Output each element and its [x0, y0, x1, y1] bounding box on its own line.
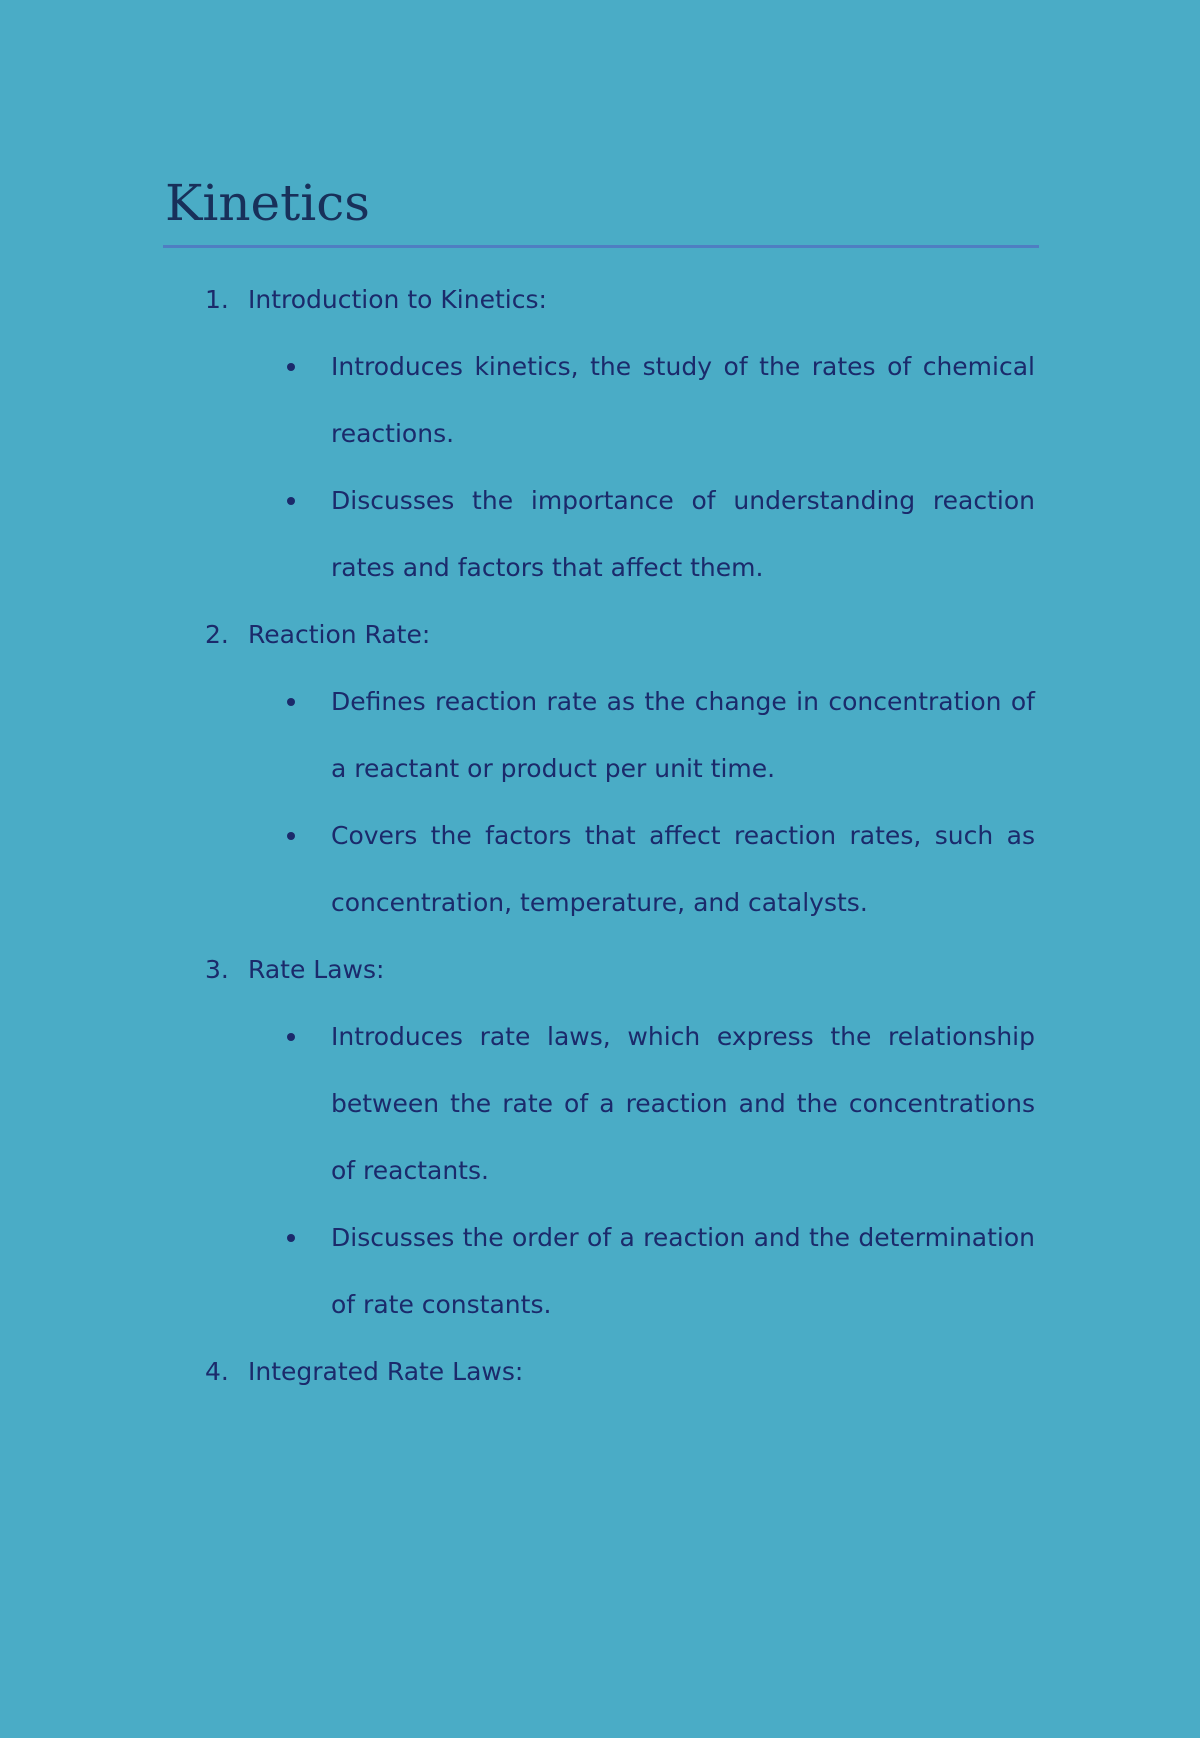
outline-section [205, 266, 1035, 601]
bullet-text: Introduces kinetics, the study of the rates of chemical reactions. [331, 352, 1035, 448]
section-heading [205, 1338, 1035, 1405]
section-title: Reaction Rate: [248, 620, 431, 649]
bullet-text: Discusses the importance of understanding reaction rates and factors that affect them. [331, 486, 1035, 582]
bullet-text: Covers the factors that affect reaction rates, such as concentration, temperature, and catalysts. [331, 821, 1035, 917]
outline-section [205, 1338, 1035, 1405]
outline-section [205, 936, 1035, 1338]
bullet-item [205, 1204, 1035, 1338]
page-title: Kinetics [165, 174, 370, 232]
section-heading [205, 601, 1035, 668]
bullet-dot-icon [287, 1234, 295, 1242]
section-number: 1. [205, 285, 229, 314]
bullet-dot-icon [287, 363, 295, 371]
bullet-list [205, 1003, 1035, 1338]
bullet-item [205, 1003, 1035, 1204]
bullet-list [205, 668, 1035, 936]
bullet-item [205, 467, 1035, 601]
bullet-text: Introduces rate laws, which express the relationship between the rate of a reaction and the concentrations of reactants. [331, 1022, 1035, 1185]
bullet-text: Defines reaction rate as the change in concentration of a reactant or product per unit time. [331, 687, 1035, 783]
section-title: Integrated Rate Laws: [248, 1357, 524, 1386]
section-number: 4. [205, 1357, 229, 1386]
bullet-dot-icon [287, 832, 295, 840]
outline-list [205, 266, 1035, 1405]
section-heading [205, 266, 1035, 333]
bullet-item [205, 668, 1035, 802]
bullet-dot-icon [287, 1033, 295, 1041]
section-title: Rate Laws: [248, 955, 385, 984]
section-number: 2. [205, 620, 229, 649]
bullet-item [205, 333, 1035, 467]
bullet-dot-icon [287, 497, 295, 505]
title-divider [163, 245, 1039, 248]
bullet-text: Discusses the order of a reaction and the determination of rate constants. [331, 1223, 1035, 1319]
section-number: 3. [205, 955, 229, 984]
section-title: Introduction to Kinetics: [248, 285, 547, 314]
bullet-dot-icon [287, 698, 295, 706]
section-heading [205, 936, 1035, 1003]
bullet-item [205, 802, 1035, 936]
outline-section [205, 601, 1035, 936]
bullet-list [205, 333, 1035, 601]
